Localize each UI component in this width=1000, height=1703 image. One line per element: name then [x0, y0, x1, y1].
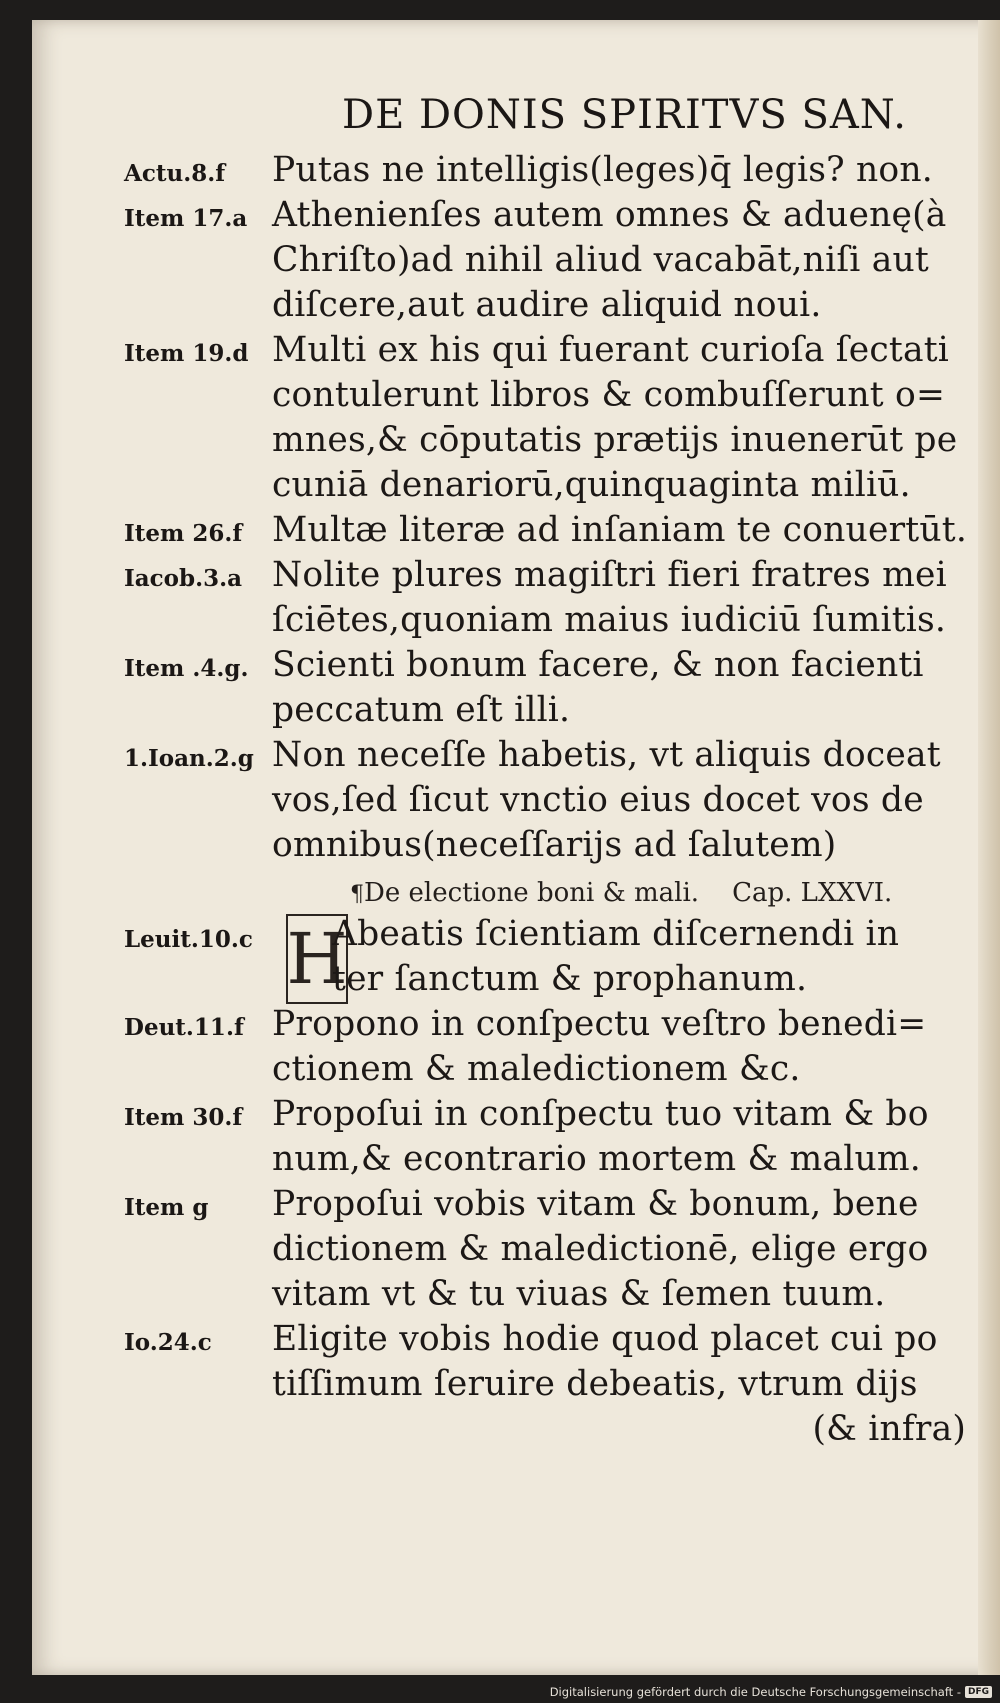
entry-text [272, 148, 972, 193]
text-line: Athenienſes autem omnes & aduenę(à [272, 195, 947, 235]
entry-text [272, 1002, 972, 1092]
entry-text [272, 1092, 972, 1182]
margin-reference: 1.Ioan.2.g [124, 745, 254, 772]
entry-text [272, 643, 972, 733]
text-line: mnes,& cōputatis prætijs inuenerūt pe [272, 420, 958, 460]
dfg-logo: DFG [965, 1686, 992, 1698]
chapter-heading [350, 876, 972, 912]
text-line: diſcere,aut audire aliquid noui. [272, 285, 822, 325]
text-line: Eligite vobis hodie quod placet cui po [272, 1319, 938, 1359]
text-line: Propoſui in conſpectu tuo vitam & bo [272, 1094, 929, 1134]
entry-text [272, 508, 972, 553]
entry [32, 193, 972, 328]
entry [32, 1092, 972, 1182]
text-line: peccatum eſt illi. [272, 690, 571, 730]
text-line: ter ſanctum & prophanum. [332, 959, 808, 999]
footer-text: Digitalisierung gefördert durch die Deutsche Forschungsgemeinschaft - [549, 1685, 961, 1699]
page-edge [978, 20, 1000, 1675]
text-line: tiſſimum ſeruire debeatis, vtrum dijs [272, 1364, 918, 1404]
margin-reference: Item 26.f [124, 520, 243, 547]
text-line: Propono in conſpectu veſtro benedi= [272, 1004, 927, 1044]
margin-reference: Item .4.g. [124, 655, 249, 682]
entry-text [272, 733, 972, 868]
entry [32, 553, 972, 643]
text-line: Non neceſſe habetis, vt aliquis doceat [272, 735, 941, 775]
text-line: vitam vt & tu viuas & ſemen tuum. [272, 1274, 886, 1314]
text-line: cuniā denariorū,quinquaginta miliū. [272, 465, 911, 505]
margin-reference: Actu.8.f [124, 160, 226, 187]
margin-reference: Leuit.10.c [124, 926, 253, 953]
margin-reference: Io.24.c [124, 1329, 212, 1356]
catchline: (& infra) [812, 1409, 966, 1449]
entry [32, 643, 972, 733]
entry [32, 1002, 972, 1092]
entry-text [32, 912, 972, 1002]
entry [32, 508, 972, 553]
funding-footer [550, 1685, 992, 1699]
book-page [32, 20, 1000, 1675]
margin-reference: Item 19.d [124, 340, 249, 367]
pilcrow-mark: ¶ [350, 882, 364, 907]
text-line: ctionem & maledictionem &c. [272, 1049, 801, 1089]
margin-reference: Item 17.a [124, 205, 248, 232]
entry [32, 912, 972, 1002]
entry-text [272, 1317, 972, 1452]
entries-list [32, 148, 972, 1452]
entry-text [272, 1182, 972, 1317]
text-line: Putas ne intelligis(leges)q̄ legis? non. [272, 150, 933, 190]
margin-reference: Item g [124, 1194, 209, 1221]
entry [32, 328, 972, 508]
entry-text [272, 328, 972, 508]
text-line: dictionem & maledictionē, elige ergo [272, 1229, 929, 1269]
text-line: Chriſto)ad nihil aliud vacabāt,niſi aut [272, 240, 929, 280]
text-line: Multi ex his qui fuerant curioſa ſectati [272, 330, 950, 370]
entry [32, 733, 972, 868]
margin-reference: Item 30.f [124, 1104, 243, 1131]
text-line: ſciētes,quoniam maius iudiciū ſumitis. [272, 600, 947, 640]
text-line: Nolite plures magiſtri fieri fratres mei [272, 555, 947, 595]
text-line: omnibus(neceſſarijs ad ſalutem) [272, 825, 837, 865]
text-line: num,& econtrario mortem & malum. [272, 1139, 921, 1179]
text-line: Multæ literæ ad inſaniam te conuertūt. [272, 510, 967, 550]
margin-reference: Deut.11.f [124, 1014, 244, 1041]
entry [32, 148, 972, 193]
entry-text [272, 553, 972, 643]
decorated-initial: H [286, 914, 348, 1004]
text-line: Propoſui vobis vitam & bonum, bene [272, 1184, 919, 1224]
entry-text [272, 193, 972, 328]
text-line: Scienti bonum facere, & non facienti [272, 645, 924, 685]
text-line: Abeatis ſcientiam diſcernendi in [332, 914, 900, 954]
entry [32, 1182, 972, 1317]
running-head: DE DONIS SPIRITVS SAN. [342, 92, 907, 138]
text-line: contulerunt libros & combuſſerunt o= [272, 375, 946, 415]
chapter-number: Cap. LXXVI. [732, 878, 893, 908]
margin-reference: Iacob.3.a [124, 565, 243, 592]
entry [32, 1317, 972, 1452]
chapter-title: De electione boni & mali. [364, 878, 700, 908]
text-line: vos,ſed ſicut vnctio eius docet vos de [272, 780, 924, 820]
